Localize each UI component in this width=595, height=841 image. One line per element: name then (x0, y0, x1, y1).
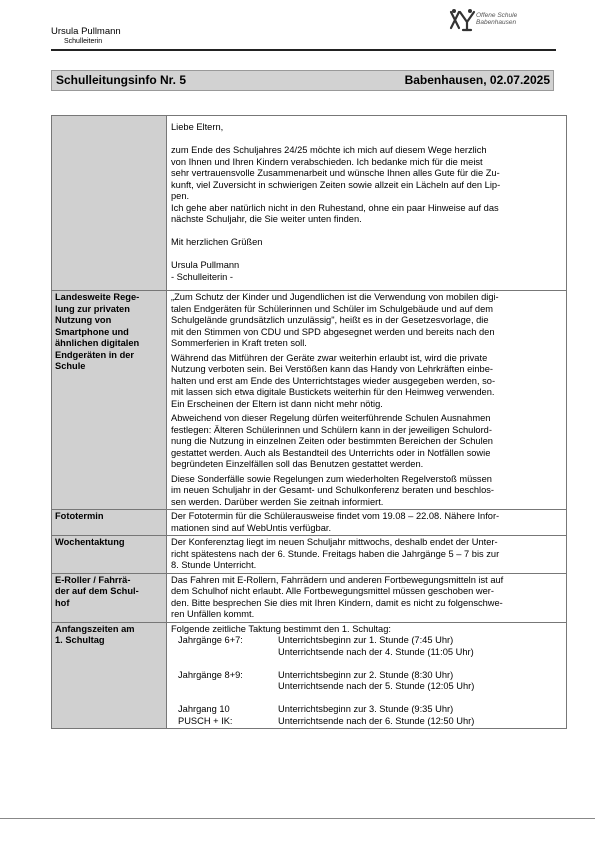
grade-label: PUSCH + IK: (178, 715, 233, 726)
row-label-anfang: Anfangszeiten am 1. Schultag (52, 622, 167, 729)
table-row (52, 510, 567, 536)
logo-text: Offene Schule Babenhausen (476, 12, 518, 26)
table-row (52, 573, 567, 622)
place-date: Babenhausen, 02.07.2025 (404, 73, 550, 87)
row-label-smartphone: Landesweite Rege- lung zur privaten Nutzung von Smartphone und ähnlichen digitalen Endgeräten in der Schule (52, 291, 167, 510)
smartphone-text (167, 291, 567, 510)
grade-label: Jahrgänge 8+9: (178, 669, 243, 680)
time-group (171, 670, 562, 693)
end-time: Unterrichtsende nach der 6. Stunde (12:50 Uhr) (278, 715, 475, 726)
title-bar (51, 70, 554, 91)
row-label-wochen: Wochentaktung (52, 536, 167, 574)
time-group (171, 635, 562, 658)
paragraph: Während das Mitführen der Geräte zwar weiterhin erlaubt ist, wird die private Nutzung verboten sein. Bei Verstößen kann das Handy von Lehrkräften einbe- halten und erst am Ende des Unterrichtstages wieder ausgegeben werden, so- mit lassen sich etwa digitale Bustickets weiterhin für den Heimweg verwenden. Ein Erscheinen der Eltern ist dann nicht mehr nötig. (171, 352, 496, 409)
closing: Mit herzlichen Grüßen (171, 237, 263, 247)
start-time: Unterrichtsbeginn zur 3. Stunde (9:35 Uhr) (278, 704, 454, 714)
eroller-text: Das Fahren mit E-Rollern, Fahrrädern und anderen Fortbewegungsmitteln ist auf dem Schulhof nicht erlaubt. Alle Fortbewegungsmittel müssen geschoben wer- den. Bitte besprechen Sie dies mit Ihren Kindern, damit es nicht zu folgenschwe- ren Unfällen kommt. (167, 573, 567, 622)
table-row (52, 291, 567, 510)
foto-text: Der Fototermin für die Schülerausweise findet vom 19.08 – 22.08. Nähere Infor- mationen sind auf WebUntis verfügbar. (167, 510, 567, 536)
anfang-intro: Folgende zeitliche Taktung bestimmt den 1. Schultag: (171, 623, 391, 634)
author-name: Ursula Pullmann (51, 26, 121, 37)
end-time: Unterrichtsende nach der 4. Stunde (11:05 Uhr) (278, 646, 474, 657)
table-row (52, 536, 567, 574)
start-time: Unterrichtsbeginn zur 2. Stunde (8:30 Uhr) (278, 669, 454, 680)
intro-body: zum Ende des Schuljahres 24/25 möchte ich mich auf diesem Wege herzlich von Ihnen und Ihren Kindern verabschieden. Ich bedanke mich für die meist sehr vertrauensvolle Zusammenarbeit und wünsche Ihnen alles Gute für die Zu- kunft, viel Zuversicht in schwierigen Zeiten sowie allzeit ein Lächeln auf den Lip- pen. Ich gehe aber natürlich nicht in den Ruhestand, ohne ein paar Hinweise auf das nächste Schuljahr, die Sie weiter unten finden. (171, 145, 501, 224)
end-time: Unterrichtsende nach der 5. Stunde (12:05 Uhr) (278, 681, 475, 691)
paragraph: Abweichend von dieser Regelung dürfen weiterführende Schulen Ausnahmen festlegen: Älteren Schülerinnen und Schülern kann in der jeweiligen Schulord- nung die Nutzung in einzelnen Zeiten oder bestimmten Bereichen der Schulen gestattet werden. Auch als Bestandteil des Unterrichts oder in Notfällen sowie begründeten Einzelfällen soll das Benutzen gestattet werden. (171, 413, 493, 469)
time-group (171, 704, 562, 727)
grade-label: Jahrgänge 6+7: (178, 635, 243, 645)
greeting: Liebe Eltern, (171, 122, 224, 132)
table-row (52, 116, 567, 291)
row-label-eroller: E-Roller / Fahrrä- der auf dem Schul- hof (52, 573, 167, 622)
paragraph: „Zum Schutz der Kinder und Jugendlichen ist die Verwendung von mobilen digi- talen Endgeräten für Schülerinnen und Schüler im Schulgebäude und auf dem Schulgelände grundsätzlich unzulässig", heißt es in der Gesetzesvorlage, die mit den Stimmen von CDU und SPD abgesegnet werden und bereits nach den Sommerferien in Kraft treten soll. (171, 292, 499, 348)
header-rule (51, 49, 556, 51)
author-role: Schulleiterin (64, 38, 103, 45)
grade-label: Jahrgang 10 (178, 704, 230, 714)
signature: Ursula Pullmann - Schulleiterin - (171, 260, 240, 282)
start-time: Unterrichtsbeginn zur 1. Stunde (7:45 Uhr) (278, 635, 454, 645)
intro-letter (167, 116, 567, 291)
anfang-text (167, 622, 567, 729)
paragraph: Diese Sonderfälle sowie Regelungen zum wiederholten Regelverstoß müssen im neuen Schuljahr in der Gesamt- und Schulkonferenz beraten und beschlos- sen werden. Darüber werden Sie zeitnah informiert. (171, 473, 494, 507)
row-label-foto: Fototermin (52, 510, 167, 536)
info-table (51, 115, 567, 729)
row-label-empty (52, 116, 167, 291)
table-row (52, 622, 567, 729)
wochen-text: Der Konferenztag liegt im neuen Schuljahr mittwochs, deshalb endet der Unter- richt spätestens nach der 6. Stunde. Freitags haben die Jahrgänge 5 – 7 bis zur 8. Stunde Unterricht. (167, 536, 567, 574)
document-title: Schulleitungsinfo Nr. 5 (56, 73, 187, 87)
footer-rule (0, 818, 595, 819)
